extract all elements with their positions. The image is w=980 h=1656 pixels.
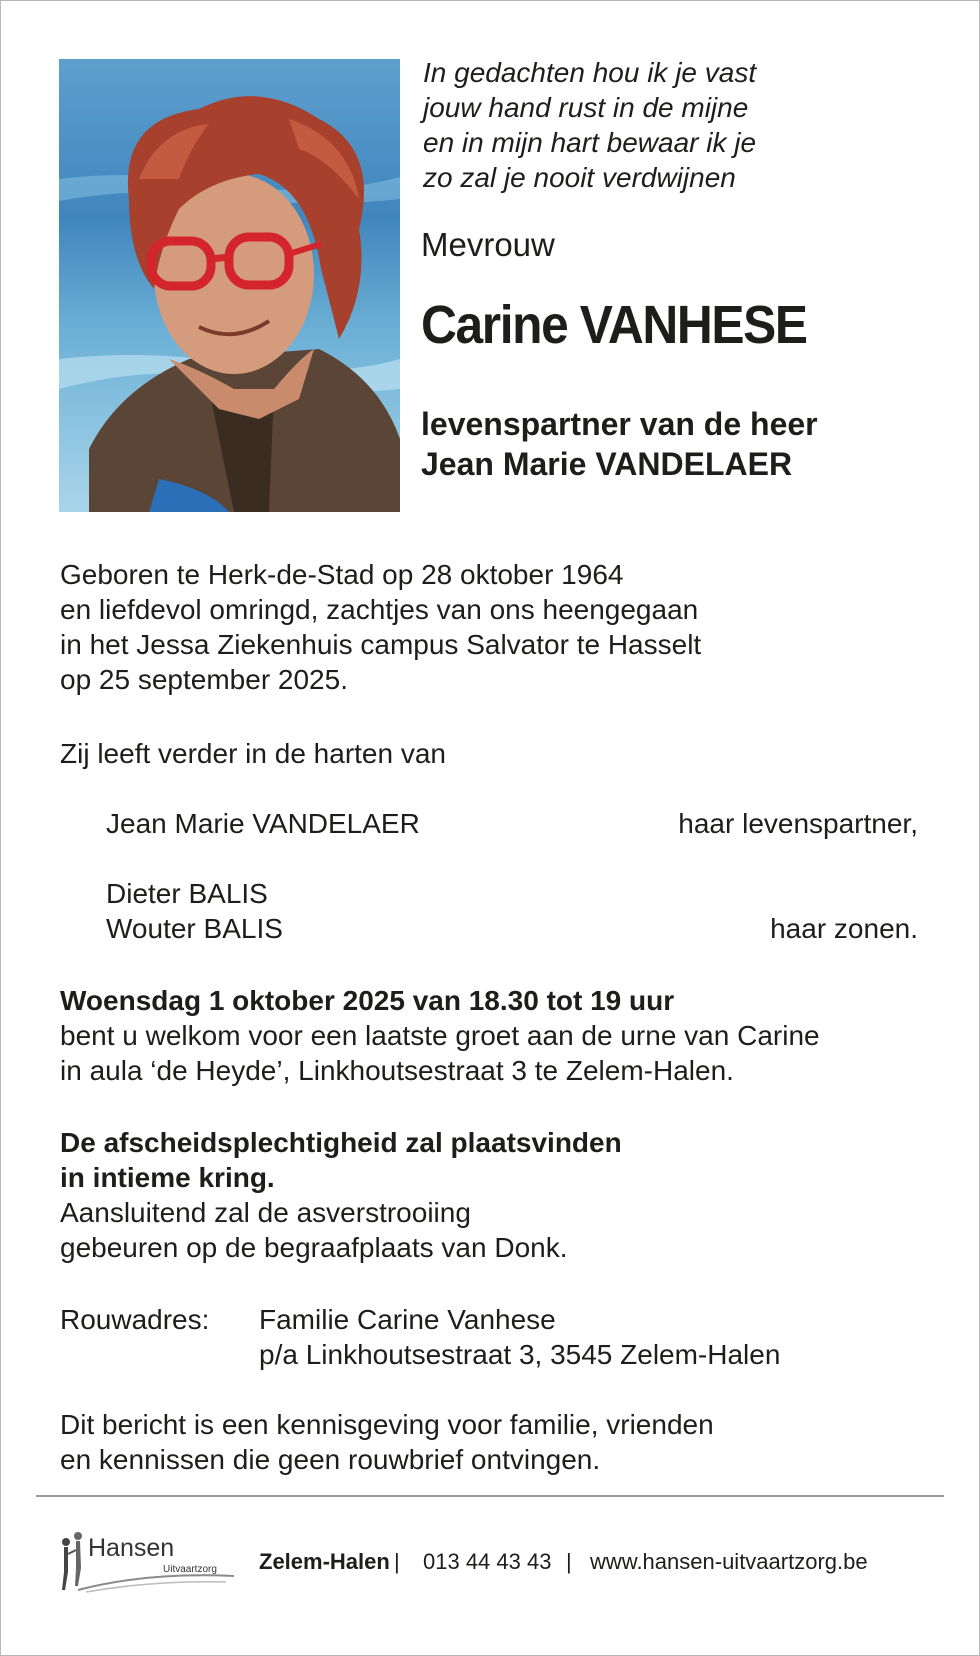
birth-line: in het Jessa Ziekenhuis campus Salvator te Hasselt <box>60 629 702 660</box>
family-son-1: Dieter BALIS <box>106 878 268 909</box>
address-line: p/a Linkhoutsestraat 3, 3545 Zelem-Halen <box>259 1339 781 1370</box>
deceased-name: Carine VANHESE <box>421 295 807 355</box>
notice-paragraph <box>60 1407 714 1477</box>
visitation-line: bent u welkom voor een laatste groet aan de urne van Carine <box>60 1020 820 1051</box>
logo-swoosh-icon <box>76 1568 236 1594</box>
logo-subtitle: Uitvaartzorg <box>163 1564 217 1575</box>
footer-separator: | <box>566 1549 572 1574</box>
family-sons-role: haar zonen. <box>770 913 918 944</box>
salutation: Mevrouw <box>421 226 555 263</box>
ceremony-paragraph <box>60 1125 622 1265</box>
poem-line: zo zal je nooit verdwijnen <box>423 162 736 193</box>
footer-phone: 013 44 43 43 <box>423 1549 552 1574</box>
hansen-logo <box>56 1528 236 1596</box>
birth-line: en liefdevol omringd, zachtjes van ons heengegaan <box>60 594 699 625</box>
birth-paragraph <box>60 557 701 697</box>
footer-website[interactable]: www.hansen-uitvaartzorg.be <box>590 1549 868 1574</box>
portrait-photo <box>59 59 400 512</box>
ceremony-heading: De afscheidsplechtigheid zal plaatsvinden <box>60 1127 622 1158</box>
poem-line: en in mijn hart bewaar ik je <box>423 127 757 158</box>
notice-line: Dit bericht is een kennisgeving voor familie, vrienden <box>60 1409 714 1440</box>
poem-line: jouw hand rust in de mijne <box>423 92 749 123</box>
footer-divider <box>36 1495 944 1497</box>
memorial-poem <box>423 55 756 195</box>
visitation-line: in aula ‘de Heyde’, Linkhoutsestraat 3 te Zelem-Halen. <box>60 1055 734 1086</box>
visitation-paragraph <box>60 983 820 1088</box>
logo-name: Hansen <box>88 1534 175 1562</box>
notice-line: en kennissen die geen rouwbrief ontvingen. <box>60 1444 601 1475</box>
family-partner-name: Jean Marie VANDELAER <box>106 808 420 839</box>
address-line: Familie Carine Vanhese <box>259 1304 556 1335</box>
family-son-2: Wouter BALIS <box>106 913 283 944</box>
ceremony-heading: in intieme kring. <box>60 1162 275 1193</box>
address-label: Rouwadres: <box>60 1304 210 1335</box>
ceremony-line: Aansluitend zal de asverstrooiing <box>60 1197 471 1228</box>
ceremony-line: gebeuren op de begraafplaats van Donk. <box>60 1232 568 1263</box>
family-partner-role: haar levenspartner, <box>678 808 918 839</box>
birth-line: Geboren te Herk-de-Stad op 28 oktober 1964 <box>60 559 624 590</box>
footer-separator: | <box>394 1549 400 1574</box>
poem-line: In gedachten hou ik je vast <box>423 57 757 88</box>
visitation-heading: Woensdag 1 oktober 2025 van 18.30 tot 19 uur <box>60 985 675 1016</box>
footer-city: Zelem-Halen <box>259 1549 390 1574</box>
partner-info <box>421 404 818 484</box>
partner-line: levenspartner van de heer <box>421 406 818 442</box>
partner-line: Jean Marie VANDELAER <box>421 446 793 482</box>
lives-on-line: Zij leeft verder in de harten van <box>60 738 446 769</box>
birth-line: op 25 september 2025. <box>60 664 348 695</box>
